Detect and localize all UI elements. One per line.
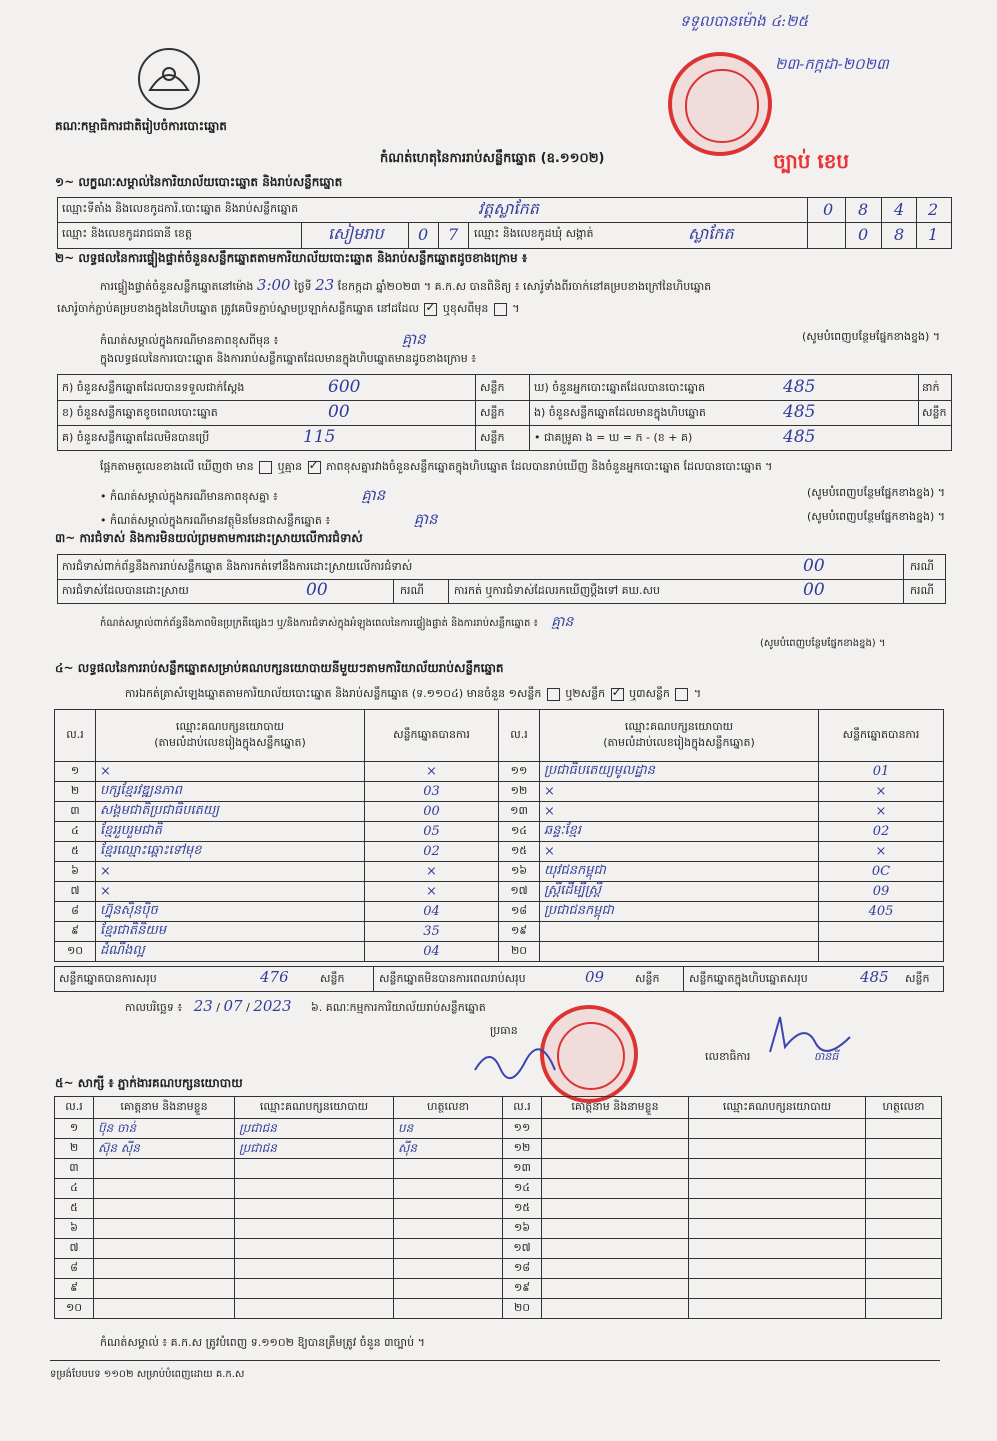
commune-code-1: 0 [858,225,869,244]
party-no: ៩ [55,922,96,942]
agent-signature: បន [394,1119,503,1139]
party-name [540,942,819,962]
agent-row [55,1279,942,1299]
formula-value: 485 [783,427,816,447]
party-votes: 04 [365,902,499,922]
agent-party [235,1239,394,1259]
objection-value: 00 [803,556,825,576]
party-no: ១៣ [499,802,540,822]
date-month: 07 [223,997,243,1015]
section5-heading: ៥~ សាក្សី ៖ ភ្នាក់ងារគណបក្សនយោបាយ [55,1076,243,1090]
unused-ballots-value: 115 [303,427,336,447]
appealed-value: 00 [803,580,825,600]
total-invalid-value: 09 [585,968,605,986]
section2-table: ក) ចំនួនសន្លឹកឆ្នោតដែលបានទទួលជាក់ស្តែង 600 សន្លឹក ឃ) ចំនួនអ្នកបោះឆ្នោតដែលបានបោះឆ្នោត 485 នាក់ ខ) ចំនួនសន្លឹកឆ្នោតខូចពេលបោះឆ្នោត 00 សន្លឹក ង) ចំនួនសន្លឹកឆ្នោតដែលមានក្នុងហិបឆ្នោត 485 សន្លឹក គ) ចំនួនសន្លឹកឆ្នោតដែលមិនបានប្រើ 115 សន្លឹក • ជាគម្រូគា ង = ឃ = ក - (ខ + គ) 485 [57,374,952,451]
commune-code-2: 8 [894,225,905,244]
agent-no: ១១ [503,1119,542,1139]
party-name: × [540,842,819,862]
party-no: ១០ [55,942,96,962]
totals-row: សន្លឹកឆ្នោតបានការសរុប 476 សន្លឹក សន្លឹកឆ្នោតមិនបានការពេលរាប់សរុប 09 សន្លឹក សន្លឹកឆ្នោតក្នុងហិបឆ្នោតសរុប 485 សន្លឹក [54,966,944,992]
section4-heading: ៤~ លទ្ធផលនៃការរាប់សន្លឹកឆ្នោតសម្រាប់គណបក្សនយោបាយនីមួយៗតាមការិយាល័យរាប់សន្លឹកឆ្នោត [55,661,504,675]
agent-no: ១៨ [503,1259,542,1279]
section2-heading: ២~ លទ្ធផលនៃការផ្ទៀងផ្ទាត់ចំនួនសន្លឹកឆ្នោតតាមការិយាល័យបោះឆ្នោត និងរាប់សន្លឹកឆ្នោតដូចខាងក្រោម ៖ [55,251,528,265]
party-votes: 02 [365,842,499,862]
agent-row [55,1219,942,1239]
tally-sheet-line: ការឯកត់ត្រាសំឡេងឆ្នោតតាមការិយាល័យបោះឆ្នោត និងរាប់សន្លឹកឆ្នោត (ទ.១១០៤) មានចំនួន ១សន្លឹក ឬ២សន្លឹក ✓ ឬ៣សន្លឹក ។ [125,687,701,703]
resolved-label: ការជំទាស់ដែលបានដោះស្រាយ [62,584,189,597]
party-votes: 02 [819,822,944,842]
party-votes: × [365,862,499,882]
form-title: កំណត់ហេតុនៃការរាប់សន្លឹកឆ្នោត (ឧ.១១០២) [380,151,605,166]
diff-note-line: កំណត់សម្គាល់ក្នុងករណីមានភាពខុសពីមុន ៖ គ្មាន (សូមបំពេញបន្ថែមផ្នែកខាងខ្នង) ។ [100,330,940,348]
date-day: 23 [193,997,213,1015]
site-code-1: 0 [823,200,834,219]
party-name: × [96,862,365,882]
party-votes: 01 [819,762,944,782]
agent-signature [866,1179,942,1199]
party-no: ១៤ [499,822,540,842]
agent-no: ១៩ [503,1279,542,1299]
form-footer: ទម្រង់បែបបទ ១១០២ សម្រាប់បំពេញដោយ គ.ក.ស [50,1369,245,1380]
party-name: × [540,802,819,822]
party-votes: × [819,782,944,802]
agent-party [689,1219,866,1239]
section3-note-value: គ្មាន [551,614,574,630]
party-row [55,762,944,782]
agent-party: ប្រជាជន [235,1139,394,1159]
agent-party [689,1259,866,1279]
agent-no: ៣ [55,1159,94,1179]
agent-no: ៧ [55,1239,94,1259]
party-row [55,842,944,862]
secretary-name: ចាន់ធី [813,1050,839,1063]
received-date: ២៣-កក្កដា-២០២៣ [775,55,889,73]
agent-signature [394,1219,503,1239]
party-no: ២ [55,782,96,802]
party-name: ខ្មែររួបរួមជាតិ [96,822,365,842]
nec-logo [138,48,200,110]
agent-signature [866,1159,942,1179]
received-ballots-value: 600 [328,377,361,397]
party-name: ខ្មែរជាតិនិយម [96,922,365,942]
province-code-2: 7 [448,225,459,244]
agent-signature: ស៊ីន [394,1139,503,1159]
agent-no: ១៤ [503,1179,542,1199]
site-value: វត្តស្លាកែត [478,199,539,218]
agent-party [689,1179,866,1199]
party-row [55,922,944,942]
objection-label: ការជំទាស់ពាក់ព័ន្ធនឹងការរាប់សន្លឹកឆ្នោត និងការកត់ទៅនឹងការដោះស្រាយលើការជំទាស់ [62,560,413,573]
received-note: ទទួលបានម៉ោង ៤:២៥ [680,12,809,30]
agent-no: ១៧ [503,1239,542,1259]
party-no: ១៥ [499,842,540,862]
agent-party [689,1199,866,1219]
agent-no: ៦ [55,1219,94,1239]
agent-party [689,1299,866,1319]
results-intro: ក្នុងលទ្ធផលនៃការបោះឆ្នោត និងការរាប់សន្លឹកឆ្នោតដែលមានក្នុងហិបឆ្នោតមានដូចខាងក្រោម ៖ [100,352,477,365]
party-name: ដំណឹងល្អ [96,942,365,962]
section3-note: កំណត់សម្គាល់ពាក់ព័ន្ធនឹងភាពមិនប្រក្រតីផ្សេងៗ ឬ/និងការជំទាស់ក្នុងអំឡុងពេលនៃការផ្ទៀងផ្ទាត់ និងការរាប់សន្លឹកឆ្នោត ៖ គ្មាន [100,614,574,630]
site-label: ឈ្មោះទីតាំង និងលេខកូដការិ.បោះឆ្នោត និងរាប់សន្លឹកឆ្នោត [62,202,299,215]
party-name: ហ្វ៊ុនស៊ិនប៉ិច [96,902,365,922]
agent-no: ៩ [55,1279,94,1299]
verify-day: 23 [315,276,335,294]
agent-no: ១ [55,1119,94,1139]
party-row [55,802,944,822]
diff-note-value: គ្មាន [401,330,426,348]
agent-row [55,1139,942,1159]
agent-party [689,1279,866,1299]
agent-row [55,1159,942,1179]
agent-party [235,1259,394,1279]
party-no: ១២ [499,782,540,802]
sheet-1-checkbox[interactable] [547,688,560,701]
agent-signature [866,1199,942,1219]
agent-party [235,1299,394,1319]
agent-row [55,1199,942,1219]
party-name: ប្រជាជនកម្ពុជា [540,902,819,922]
agent-no: ៨ [55,1259,94,1279]
party-no: ១១ [499,762,540,782]
same-checkbox[interactable] [424,303,437,316]
party-no: ៧ [55,882,96,902]
agent-signature [866,1119,942,1139]
agent-party [235,1199,394,1219]
agent-no: ១២ [503,1139,542,1159]
party-no: ១៦ [499,862,540,882]
province-code-1: 0 [418,225,429,244]
party-name: ខ្មែរឈ្មោះឆ្ពោះទៅមុខ [96,842,365,862]
site-code-4: 2 [928,200,939,219]
org-name: គណៈកម្មាធិការជាតិរៀបចំការបោះឆ្នោត [55,119,227,133]
agent-row [55,1179,942,1199]
received-ballots-label: ក) ចំនួនសន្លឹកឆ្នោតដែលបានទទួលជាក់ស្តែង [62,381,245,394]
agent-signature [866,1239,942,1259]
party-name: សង្គមជាតិប្រជាធិបតេយ្យ [96,802,365,822]
party-votes: 0C [819,862,944,882]
agent-party: ប្រជាជន [235,1119,394,1139]
party-votes: 09 [819,882,944,902]
party-name: យុវជនកម្ពុជា [540,862,819,882]
party-row [55,862,944,882]
agent-name [94,1199,235,1219]
agent-row [55,1239,942,1259]
agent-name [94,1239,235,1259]
chair-signature [470,1040,560,1090]
agent-no: ២ [55,1139,94,1159]
agent-signature [394,1179,503,1199]
party-name: × [96,882,365,902]
agent-name [542,1239,689,1259]
agent-name [542,1119,689,1139]
agent-name [94,1299,235,1319]
party-votes [819,942,944,962]
party-no: ៥ [55,842,96,862]
party-row [55,782,944,802]
agent-name [94,1279,235,1299]
formula-label: • ជាគម្រូគា ង = ឃ = ក - (ខ + គ) [534,431,693,444]
verify-line: ការផ្ទៀងផ្ទាត់ចំនួនសន្លឹកឆ្នោតនៅម៉ោង 3:00 ថ្ងៃទី 23 ខែកក្កដា ឆ្នាំ២០២៣ ។ គ.ក.ស បានពិនិត្យ ៖ សោរ៉ូទាំងពីរចាក់នៅគម្របខាងក្រៅនៃហិបឆ្នោត [100,276,712,294]
official-seal-top [668,52,772,156]
agent-row [55,1299,942,1319]
party-votes [819,922,944,942]
party-name: × [540,782,819,802]
party-name: ឆន្ទៈខ្មែរ [540,822,819,842]
commune-code-3: 1 [928,225,939,244]
agent-name [542,1279,689,1299]
section1-table [57,197,952,249]
compare-line: ផ្អែកតាមតួលេខខាងលើ ឃើញថា មាន ឬគ្មាន ✓ ភាពខុសគ្នារវាងចំនួនសន្លឹកឆ្នោតក្នុងហិបឆ្នោត ដែលបានរាប់ឃើញ និងចំនួនអ្នកបោះឆ្នោត ដែលបានបោះឆ្នោត ។ [100,460,772,476]
agent-signature [394,1199,503,1219]
verify-time: 3:00 [256,276,291,294]
agent-party [689,1239,866,1259]
note-a-line: • កំណត់សម្គាល់ក្នុងករណីមានភាពខុសគ្នា ៖ គ្មាន (សូមបំពេញបន្ថែមផ្នែកខាងខ្នង) ។ [100,486,945,504]
agent-row [55,1119,942,1139]
party-votes: 05 [365,822,499,842]
site-code-2: 8 [858,200,869,219]
agent-party [235,1279,394,1299]
agent-no: ៤ [55,1179,94,1199]
agent-name [94,1179,235,1199]
secretary-label: លេខាធិការ ចាន់ធី [705,1050,839,1063]
party-row [55,882,944,902]
agent-no: ១៣ [503,1159,542,1179]
has-difference-checkbox[interactable] [259,461,272,474]
agent-signature [866,1279,942,1299]
agent-signature [866,1219,942,1239]
agent-name [542,1299,689,1319]
date-line: កាលបរិច្ឆេទ ៖ 23 / 07 / 2023 ៦. គណៈកម្មការការិយាល័យរាប់សន្លឹកឆ្នោត [125,997,486,1015]
agent-row [55,1259,942,1279]
spoiled-ballots-value: 00 [328,402,350,422]
party-name [540,922,819,942]
sheet-2-checkbox[interactable] [611,688,624,701]
party-no: ២០ [499,942,540,962]
party-no: ១៧ [499,882,540,902]
agent-party [689,1159,866,1179]
note-b-line: • កំណត់សម្គាល់ក្នុងករណីមានវត្ថុមិនមែនជាសន្លឹកឆ្នោត ៖ គ្មាន (សូមបំពេញបន្ថែមផ្នែកខាងខ្នង) ។ [100,510,945,528]
agent-name: ស៊ុន ស៊ីន [94,1139,235,1159]
agent-signature [394,1299,503,1319]
total-box-value: 485 [860,968,889,986]
chair-label: ប្រធាន [490,1024,518,1037]
party-name: ប្រជាធិបតេយ្យមូលដ្ឋាន [540,762,819,782]
party-row [55,902,944,922]
province-value: សៀមរាប [328,224,384,243]
agent-no: ៥ [55,1199,94,1219]
voters-value: 485 [783,377,816,397]
agent-no: ១០ [55,1299,94,1319]
note-b-value: គ្មាន [413,510,438,528]
site-code-3: 4 [894,200,905,219]
party-no: ១៩ [499,922,540,942]
appealed-label: ការកត់ ឬការជំទាស់ដែលរកឃើញប្ដឹងទៅ គឃ.សប [454,584,660,597]
box-ballots-label: ង) ចំនួនសន្លឹកឆ្នោតដែលមានក្នុងហិបឆ្នោត [534,406,706,419]
party-votes: 04 [365,942,499,962]
different-checkbox[interactable] [494,303,507,316]
voters-label: ឃ) ចំនួនអ្នកបោះឆ្នោតដែលបានបោះឆ្នោត [534,381,706,394]
agent-party [235,1219,394,1239]
party-votes: 03 [365,782,499,802]
party-votes: 35 [365,922,499,942]
agent-signature [866,1139,942,1159]
no-difference-checkbox[interactable] [308,461,321,474]
party-votes: × [819,802,944,822]
agent-signature [394,1259,503,1279]
unused-ballots-label: គ) ចំនួនសន្លឹកឆ្នោតដែលមិនបានប្រើ [62,431,210,444]
seal-line: សោរ៉ូចាក់ភ្ជាប់គម្របខាងក្នុងនៃហិបឆ្នោត ត្រូវគេបិទភ្ជាប់ស្នាមប្រឡាក់សន្លឹកឆ្នោត នៅដដែល ✓ ឬខុសពីមុន ។ [57,302,520,318]
note-a-value: គ្មាន [361,486,386,504]
agent-signature [866,1299,942,1319]
province-label: ឈ្មោះ និងលេខកូដរាជធានី ខេត្ត [62,227,192,240]
agent-name: ប៊ុន ចាន់ [94,1119,235,1139]
resolved-value: 00 [306,580,328,600]
footnote: កំណត់សម្គាល់ ៖ គ.ក.ស ត្រូវបំពេញ ទ.១១០២ ឱ្យបានត្រឹមត្រូវ ចំនួន ៣ច្បាប់ ។ [100,1336,425,1349]
agent-signature [394,1279,503,1299]
party-name: × [96,762,365,782]
agent-name [542,1139,689,1159]
agent-name [542,1199,689,1219]
party-row [55,942,944,962]
agent-name [94,1219,235,1239]
section3-heading: ៣~ ការជំទាស់ និងការមិនយល់ព្រមតាមការដោះស្រាយលើការជំទាស់ [55,531,363,545]
commune-label: ឈ្មោះ និងលេខកូដឃុំ សង្កាត់ [474,227,594,240]
agent-no: ១៦ [503,1219,542,1239]
agent-signature [394,1239,503,1259]
secretary-signature [765,1012,855,1062]
agent-name [542,1159,689,1179]
sheet-3-checkbox[interactable] [675,688,688,701]
party-row [55,822,944,842]
agents-table: ល.រ គោត្តនាម និងនាមខ្លួន ឈ្មោះគណបក្សនយោបាយ ហត្ថលេខា ល.រ គោត្តនាម និងនាមខ្លួន ឈ្មោះគណបក្សនយោបាយ ហត្ថលេខា ១ ប៊ុន ចាន់ ប្រជាជន បន ១១ ២ ស៊ុន ស៊ីន ប្រជាជន ស៊ីន ១២ ៣ ១៣ ៤ ១៤ ៥ ១៥ ៦ ១៦ ៧ ១៧ ៨ ១៨ ៩ ១៩ ១០ ២០ [54,1096,942,1319]
party-no: ៤ [55,822,96,842]
agent-signature [866,1259,942,1279]
party-votes: 00 [365,802,499,822]
party-votes: × [365,762,499,782]
section1-heading: ១~ លក្ខណៈសម្គាល់នៃការិយាល័យបោះឆ្នោត និងរាប់សន្លឹកឆ្នោត [55,175,343,189]
agent-name [542,1259,689,1279]
spoiled-ballots-label: ខ) ចំនួនសន្លឹកឆ្នោតខូចពេលបោះឆ្នោត [62,406,218,419]
party-results-table: ល.រ ឈ្មោះគណបក្សនយោបាយ (តាមលំដាប់លេខរៀងក្នុងសន្លឹកឆ្នោត) សន្លឹកឆ្នោតបានការ ល.រ ឈ្មោះគណបក្សនយោបាយ (តាមលំដាប់លេខរៀងក្នុងសន្លឹកឆ្នោត) សន្លឹកឆ្នោតបានការ ១ × × ១១ ប្រជាធិបតេយ្យមូលដ្ឋាន 01 ២ បក្សខ្មែរវឌ្ឍនភាព 03 ១២ × × ៣ សង្គមជាតិប្រជាធិបតេយ្យ 00 ១៣ × × ៤ ខ្មែររួបរួមជាតិ 05 ១៤ ឆន្ទៈខ្មែរ 02 ៥ ខ្មែរឈ្មោះឆ្ពោះទៅមុខ 02 ១៥ × × ៦ × × ១៦ យុវជនកម្ពុជា 0C ៧ × × ១៧ ស្ត្រីដើម្បីស្ត្រី 09 ៨ ហ្វ៊ុនស៊ិនប៉ិច 04 ១៨ ប្រជាជនកម្ពុជា 405 ៩ ខ្មែរជាតិនិយម 35 ១៩ ១០ ដំណឹងល្អ 04 ២០ [54,709,944,962]
agent-name [94,1259,235,1279]
agent-signature [394,1159,503,1179]
agent-party [689,1119,866,1139]
party-no: ៦ [55,862,96,882]
party-votes: × [365,882,499,902]
agent-no: ២០ [503,1299,542,1319]
agent-name [542,1179,689,1199]
party-no: ១ [55,762,96,782]
party-name: ស្ត្រីដើម្បីស្ត្រី [540,882,819,902]
party-no: ៨ [55,902,96,922]
agent-party [235,1179,394,1199]
party-votes: × [819,842,944,862]
box-ballots-value: 485 [783,402,816,422]
agent-name [94,1159,235,1179]
agent-no: ១៥ [503,1199,542,1219]
section3-table: ការជំទាស់ពាក់ព័ន្ធនឹងការរាប់សន្លឹកឆ្នោត និងការកត់ទៅនឹងការដោះស្រាយលើការជំទាស់ 00 ករណី ការជំទាស់ដែលបានដោះស្រាយ 00 ករណី ការកត់ ឬការជំទាស់ដែលរកឃើញប្ដឹងទៅ គឃ.សប 00 ករណី [57,554,946,604]
party-votes: 405 [819,902,944,922]
party-name: បក្សខ្មែរវឌ្ឍនភាព [96,782,365,802]
section3-note-suffix: (សូមបំពេញបន្ថែមផ្នែកខាងខ្នង) ។ [760,638,886,649]
total-valid-value: 476 [260,968,289,986]
party-no: ១៨ [499,902,540,922]
agent-name [542,1219,689,1239]
commune-value: ស្លាកែត [688,224,734,243]
agent-party [689,1139,866,1159]
copy-label: ច្បាប់ ខេប [773,149,850,173]
party-no: ៣ [55,802,96,822]
agent-party [235,1159,394,1179]
date-year: 2023 [253,997,292,1015]
